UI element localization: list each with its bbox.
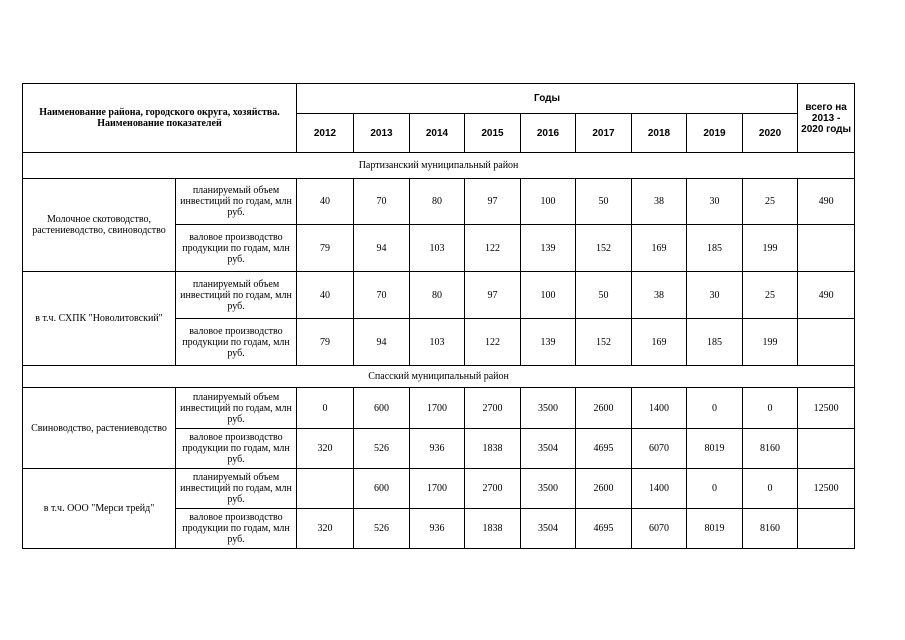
value-cell-2020: 0 [743,469,798,509]
value-cell-2018: 1400 [632,469,687,509]
total-cell [798,225,855,272]
value-cell-2014: 1700 [410,388,465,429]
total-cell: 12500 [798,388,855,429]
indicator-cell: планируемый объем инвестиций по годам, млн руб. [176,179,297,225]
total-cell [798,509,855,549]
header-total-cell: всего на 2013 - 2020 годы [798,84,855,153]
section-title: Партизанский муниципальный район [23,153,855,179]
value-cell-2014: 936 [410,429,465,469]
value-cell-2016: 139 [521,319,576,366]
value-cell-2017: 50 [576,272,632,319]
value-cell-2012: 79 [297,225,354,272]
section-title: Спасский муниципальный район [23,366,855,388]
header-row-top [23,84,855,114]
value-cell-2016: 3504 [521,509,576,549]
total-cell: 490 [798,272,855,319]
value-cell-2020: 199 [743,225,798,272]
value-cell-2017: 152 [576,225,632,272]
value-cell-2019: 8019 [687,509,743,549]
value-cell-2020: 25 [743,272,798,319]
value-cell-2015: 2700 [465,469,521,509]
value-cell-2018: 6070 [632,509,687,549]
value-cell-2016: 100 [521,272,576,319]
table-row [23,272,855,319]
value-cell-2012: 320 [297,429,354,469]
value-cell-2013: 526 [354,509,410,549]
value-cell-2013: 70 [354,179,410,225]
value-cell-2017: 2600 [576,469,632,509]
section-row [23,366,855,388]
value-cell-2013: 94 [354,319,410,366]
value-cell-2014: 1700 [410,469,465,509]
value-cell-2012: 320 [297,509,354,549]
value-cell-2018: 6070 [632,429,687,469]
indicator-cell: планируемый объем инвестиций по годам, млн руб. [176,388,297,429]
header-year-2018: 2018 [632,114,687,153]
value-cell-2019: 30 [687,179,743,225]
value-cell-2012: 40 [297,179,354,225]
header-year-2016: 2016 [521,114,576,153]
value-cell-2015: 122 [465,225,521,272]
total-cell: 12500 [798,469,855,509]
value-cell-2017: 4695 [576,429,632,469]
value-cell-2018: 169 [632,225,687,272]
header-year-2012: 2012 [297,114,354,153]
value-cell-2018: 169 [632,319,687,366]
indicator-cell: валовое производство продукции по годам, млн руб. [176,225,297,272]
total-cell [798,429,855,469]
value-cell-2016: 3500 [521,469,576,509]
value-cell-2015: 122 [465,319,521,366]
value-cell-2014: 80 [410,272,465,319]
value-cell-2020: 25 [743,179,798,225]
value-cell-2012: 79 [297,319,354,366]
value-cell-2012: 40 [297,272,354,319]
indicator-cell: планируемый объем инвестиций по годам, млн руб. [176,272,297,319]
value-cell-2013: 70 [354,272,410,319]
group-name-cell: Свиноводство, растениеводство [23,388,176,469]
total-cell [798,319,855,366]
total-cell: 490 [798,179,855,225]
value-cell-2016: 139 [521,225,576,272]
value-cell-2019: 0 [687,388,743,429]
value-cell-2012 [297,469,354,509]
value-cell-2015: 1838 [465,429,521,469]
value-cell-2019: 185 [687,319,743,366]
value-cell-2012: 0 [297,388,354,429]
value-cell-2014: 80 [410,179,465,225]
value-cell-2014: 936 [410,509,465,549]
header-years-cell: Годы [297,84,798,114]
header-year-2019: 2019 [687,114,743,153]
table-row [23,179,855,225]
section-row [23,153,855,179]
header-year-2020: 2020 [743,114,798,153]
value-cell-2018: 1400 [632,388,687,429]
header-year-2017: 2017 [576,114,632,153]
value-cell-2014: 103 [410,225,465,272]
value-cell-2019: 8019 [687,429,743,469]
value-cell-2020: 8160 [743,429,798,469]
value-cell-2017: 4695 [576,509,632,549]
value-cell-2015: 97 [465,272,521,319]
header-year-2014: 2014 [410,114,465,153]
value-cell-2016: 3500 [521,388,576,429]
value-cell-2015: 2700 [465,388,521,429]
header-year-2013: 2013 [354,114,410,153]
table-row [23,469,855,509]
value-cell-2018: 38 [632,179,687,225]
value-cell-2017: 2600 [576,388,632,429]
header-year-2015: 2015 [465,114,521,153]
value-cell-2013: 526 [354,429,410,469]
indicator-cell: валовое производство продукции по годам, млн руб. [176,319,297,366]
value-cell-2017: 50 [576,179,632,225]
value-cell-2013: 600 [354,388,410,429]
investment-table [22,83,855,549]
indicator-cell: планируемый объем инвестиций по годам, млн руб. [176,469,297,509]
value-cell-2018: 38 [632,272,687,319]
indicator-cell: валовое производство продукции по годам, млн руб. [176,509,297,549]
group-name-cell: Молочное скотоводство, растениеводство, свиноводство [23,179,176,272]
header-name-cell: Наименование района, городского округа, хозяйства. Наименование показателей [23,84,297,153]
value-cell-2013: 600 [354,469,410,509]
group-name-cell: в т.ч. ООО "Мерси трейд" [23,469,176,549]
value-cell-2017: 152 [576,319,632,366]
group-name-cell: в т.ч. СХПК "Новолитовский" [23,272,176,366]
value-cell-2015: 97 [465,179,521,225]
value-cell-2016: 3504 [521,429,576,469]
table-body [23,84,855,549]
value-cell-2019: 0 [687,469,743,509]
value-cell-2015: 1838 [465,509,521,549]
indicator-cell: валовое производство продукции по годам, млн руб. [176,429,297,469]
value-cell-2020: 199 [743,319,798,366]
table-row [23,388,855,429]
value-cell-2020: 0 [743,388,798,429]
value-cell-2014: 103 [410,319,465,366]
value-cell-2016: 100 [521,179,576,225]
value-cell-2019: 185 [687,225,743,272]
value-cell-2013: 94 [354,225,410,272]
value-cell-2020: 8160 [743,509,798,549]
value-cell-2019: 30 [687,272,743,319]
